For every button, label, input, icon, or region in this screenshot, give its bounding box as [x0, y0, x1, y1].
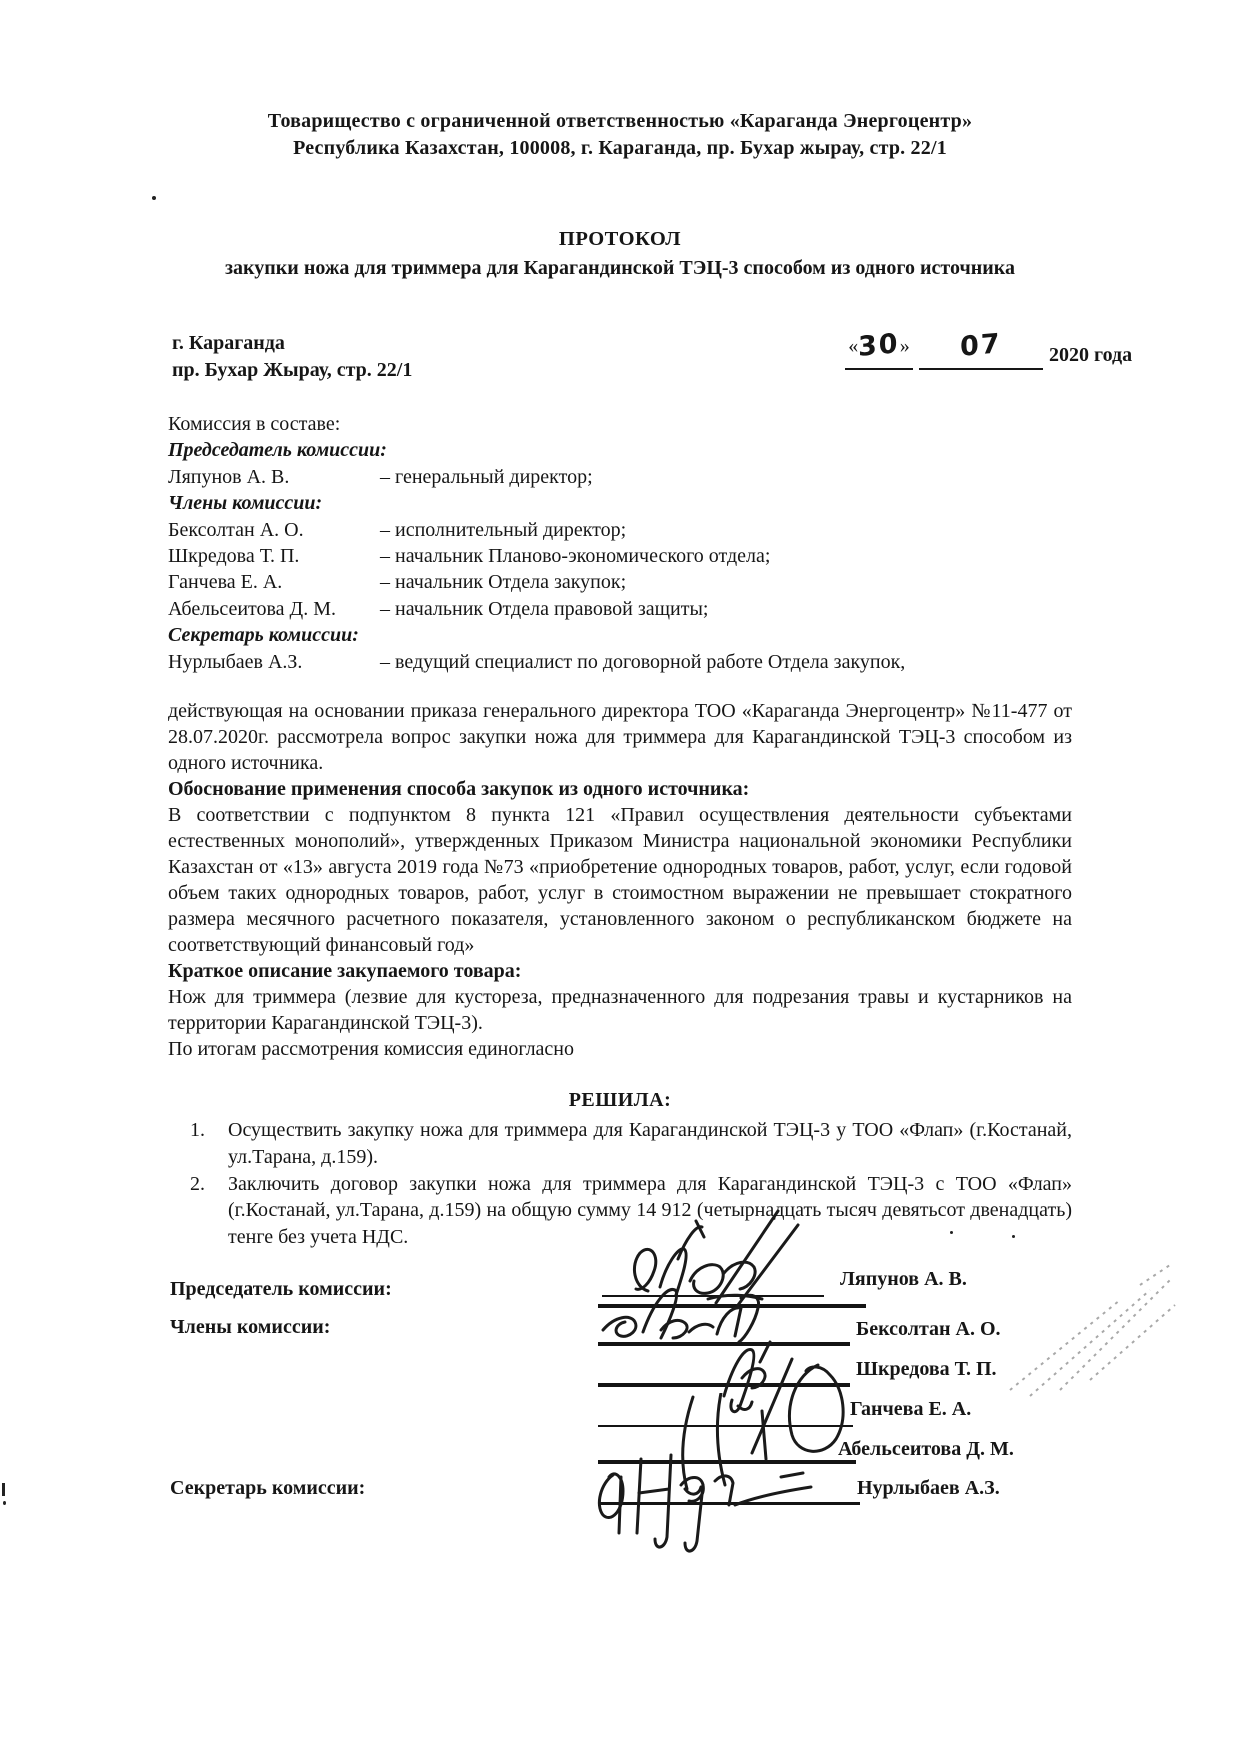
member-name: Ганчева Е. А. — [168, 571, 283, 594]
member-role: – генеральный директор; — [380, 465, 593, 488]
handwritten-month: 07 — [960, 328, 1002, 363]
commission-row — [168, 649, 1072, 675]
heading-justification: Обоснование применения способа закупок из одного источника: — [168, 778, 750, 800]
member-role: – исполнительный директор; — [380, 518, 627, 541]
item-number: 2. — [190, 1172, 205, 1195]
secretary-label: Секретарь комиссии: — [168, 624, 359, 647]
decision-item — [168, 1117, 1072, 1171]
commission-row — [168, 517, 1072, 543]
commission-row — [168, 569, 1072, 595]
commission-intro: Комиссия в составе: — [168, 413, 341, 435]
date-year: 2020 года — [1049, 344, 1133, 366]
member-role: – ведущий специалист по договорной работе Отдела закупок, — [380, 650, 906, 673]
paragraph-justification: В соответствии с подпунктом 8 пункта 121 «Правил осуществления деятельности субъектами естественных монополий», утвержденных Приказом Министра национальной экономики Республики Казахстан от «13» августа 2019 года №73 «приобретение однородных товаров, работ, услуг, если годовой объем таких однородных товаров, работ, услуг в стоимостном выражении не превышает стократного размера месячного расчетного показателя, установленного законом о республиканском бюджете на соответствующий финансовый год» — [168, 804, 1072, 956]
commission-row — [168, 464, 1072, 490]
commission-list — [168, 411, 1072, 675]
body-text — [168, 698, 1072, 1062]
member-name: Бексолтан А. О. — [168, 518, 304, 541]
date-block — [845, 326, 1205, 376]
open-quote: « — [848, 335, 859, 357]
paragraph-description: Нож для триммера (лезвие для кустореза, предназначенного для подрезания травы и кустарников на территории Карагандинской ТЭЦ-3). — [168, 986, 1072, 1034]
document-title: ПРОТОКОЛ — [558, 228, 682, 250]
signature-secretary-label: Секретарь комиссии: — [170, 1477, 366, 1499]
chair-label: Председатель комиссии: — [168, 439, 387, 462]
handwritten-day: 30 — [858, 328, 900, 363]
signatory-name: Ляпунов А. В. — [840, 1268, 967, 1290]
item-text: Осуществить закупку ножа для триммера для Карагандинской ТЭЦ-3 у ТОО «Флап» (г.Костанай, ул.Тарана, д.159). — [228, 1119, 1072, 1168]
signature-secretary-ink — [585, 1433, 885, 1568]
signatory-name: Шкредова Т. П. — [856, 1358, 997, 1380]
signature-chair-label: Председатель комиссии: — [170, 1278, 392, 1300]
signature-members-label: Члены комиссии: — [170, 1316, 331, 1338]
heading-description: Краткое описание закупаемого товара: — [168, 960, 522, 982]
paragraph-outcome: По итогам рассмотрения комиссия единогласно — [168, 1038, 575, 1060]
decision-heading: РЕШИЛА: — [568, 1089, 672, 1111]
scan-artifact-mark — [3, 1501, 6, 1505]
org-name: Товарищество с ограниченной ответственностью «Караганда Энергоцентр» — [267, 110, 973, 132]
signatory-name: Ганчева Е. А. — [850, 1398, 972, 1420]
signatory-name: Бексолтан А. О. — [856, 1318, 1001, 1340]
place-street: пр. Бухар Жырау, стр. 22/1 — [172, 359, 413, 381]
members-label: Члены комиссии: — [168, 492, 323, 515]
scan-artifact-mark — [2, 1483, 5, 1496]
org-header — [168, 108, 1072, 162]
member-role: – начальник Отдела правовой защиты; — [380, 597, 709, 620]
member-name: Нурлыбаев А.З. — [168, 650, 303, 673]
signatory-name: Абельсеитова Д. М. — [838, 1438, 1014, 1460]
org-address: Республика Казахстан, 100008, г. Караганда, пр. Бухар жырау, стр. 22/1 — [293, 137, 947, 159]
paragraph-basis: действующая на основании приказа генерального директора ТОО «Караганда Энергоцентр» №11-477 от 28.07.2020г. рассмотрела вопрос закупки ножа для триммера для Карагандинской ТЭЦ-3 способом из одного источника. — [168, 700, 1072, 774]
member-role: – начальник Планово-экономического отдела; — [380, 545, 771, 568]
commission-row — [168, 596, 1072, 622]
date-month-field — [919, 326, 1043, 370]
place-city: г. Караганда — [172, 332, 285, 354]
member-name: Ляпунов А. В. — [168, 465, 290, 488]
member-name: Шкредова Т. П. — [168, 545, 300, 568]
place-block — [172, 330, 412, 384]
member-role: – начальник Отдела закупок; — [380, 571, 627, 594]
pencil-hatch-mark — [1000, 1258, 1180, 1403]
commission-row — [168, 543, 1072, 569]
date-day-field — [845, 326, 913, 370]
document-subtitle: закупки ножа для триммера для Карагандинской ТЭЦ-3 способом из одного источника — [224, 257, 1016, 279]
scan-artifact-dot — [152, 196, 156, 200]
close-quote: » — [899, 335, 910, 357]
member-name: Абельсеитова Д. М. — [168, 597, 336, 620]
item-text: Заключить договор закупки ножа для триммера для Карагандинской ТЭЦ-3 с ТОО «Флап» (г.Костанай, ул.Тарана, д.159) на общую сумму 14 912 (четырнадцать тысяч девятьсот двенадцать) тенге без учета НДС. — [228, 1172, 1072, 1249]
signatory-name: Нурлыбаев А.З. — [857, 1477, 1000, 1499]
item-number: 1. — [190, 1119, 205, 1141]
